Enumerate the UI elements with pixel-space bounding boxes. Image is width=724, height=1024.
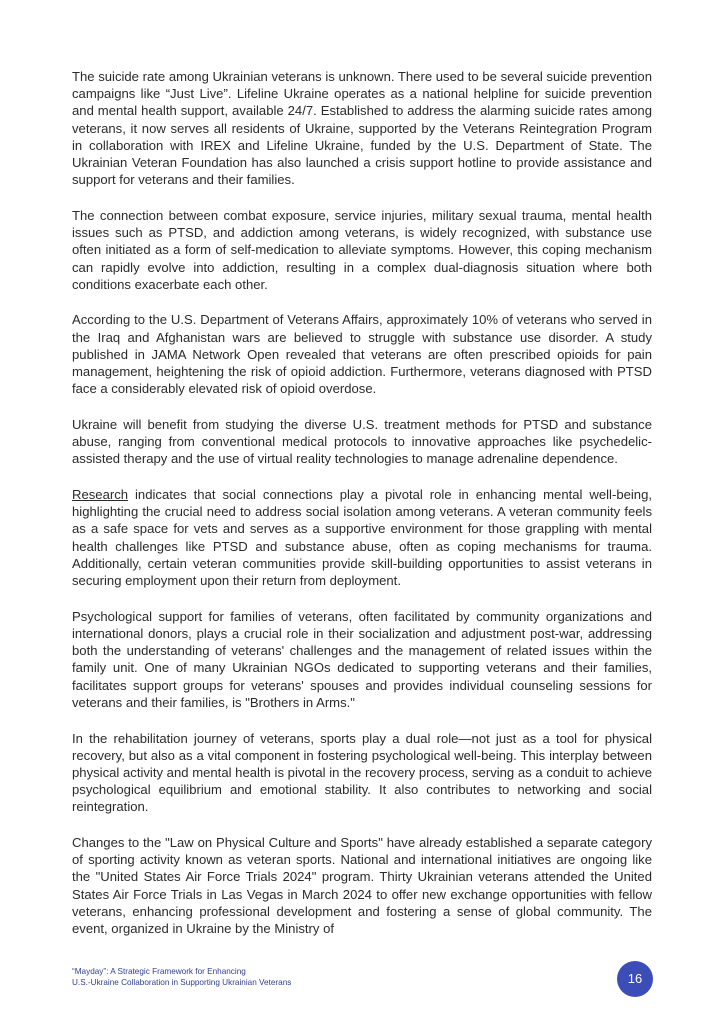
paragraph-treatment-methods: Ukraine will benefit from studying the diverse U.S. treatment methods for PTSD and substance abuse, ranging from conventional medical protocols to innovative approaches like psychedelic-assisted therapy and the use of virtual reality technologies to manage adrenaline dependence. xyxy=(72,416,652,467)
paragraph-veteran-sports-law: Changes to the "Law on Physical Culture and Sports" have already established a separate category of sporting activity known as veteran sports. National and international initiatives are ongoing like the "United States Air Force Trials 2024" program. Thirty Ukrainian veterans attended the United States Air Force Trials in Las Vegas in March 2024 to offer new exchange opportunities with fellow veterans, enhancing professional development and fostering a sense of global community. The event, organized in Ukraine by the Ministry of xyxy=(72,835,652,937)
research-link[interactable]: Research xyxy=(72,487,129,503)
paragraph-social-connections-text: indicates that social connections play a pivotal role in enhancing mental well-being, highlighting the crucial need to address social isolation among veterans. A veteran community feels as a safe space for vets and serves as a supportive environment for those grappling with mental health challenges like PTSD and substance abuse, often as coping mechanisms for trauma. Additionally, certain veteran communities provide skill-building opportunities to assist veterans in securing employment upon their return from deployment. xyxy=(72,487,652,589)
paragraph-combat-addiction: The connection between combat exposure, service injuries, military sexual trauma, mental health issues such as PTSD, and addiction among veterans, is widely recognized, with substance use often initiated as a form of self-medication to alleviate symptoms. However, this coping mechanism can rapidly evolve into addiction, resulting in a complex dual-diagnosis situation where both conditions exacerbate each other. xyxy=(72,207,652,292)
paragraph-sports-rehabilitation: In the rehabilitation journey of veterans, sports play a dual role—not just as a tool for physical recovery, but also as a vital component in fostering psychological well-being. This interplay between physical activity and mental health is pivotal in the recovery process, serving as a conduit to achieve psychological equilibrium and emotional stability. It also contributes to networking and social reintegration. xyxy=(72,730,652,815)
paragraph-va-statistics: According to the U.S. Department of Veterans Affairs, approximately 10% of veterans who served in the Iraq and Afghanistan wars are believed to struggle with substance use disorder. A study published in JAMA Network Open revealed that veterans are often prescribed opioids for pain management, heightening the risk of opioid addiction. Furthermore, veterans diagnosed with PTSD face a considerably elevated risk of opioid overdose. xyxy=(72,312,652,397)
document-body xyxy=(72,68,652,956)
footer xyxy=(72,966,532,988)
paragraph-social-connections xyxy=(72,486,652,589)
paragraph-family-support: Psychological support for families of veterans, often facilitated by community organizations and international donors, plays a crucial role in their socialization and adjustment post-war, addressing both the understanding of veterans' challenges and the management of related issues within the family unit. One of many Ukrainian NGOs dedicated to supporting veterans and their families, facilitates support groups for veterans' spouses and provides individual counseling sessions for veterans and their families, is "Brothers in Arms." xyxy=(72,608,652,710)
footer-title-line-1: “Mayday”: A Strategic Framework for Enhancing xyxy=(72,967,246,976)
footer-title-line-2: U.S.-Ukraine Collaboration in Supporting Ukrainian Veterans xyxy=(72,978,292,987)
page-number-badge: 16 xyxy=(617,961,653,997)
paragraph-suicide-rate: The suicide rate among Ukrainian veterans is unknown. There used to be several suicide prevention campaigns like “Just Live”. Lifeline Ukraine operates as a national helpline for suicide prevention and mental health support, available 24/7. Established to address the alarming suicide rates among veterans, it now serves all residents of Ukraine, supported by the Veterans Reintegration Program in collaboration with IREX and Lifeline Ukraine, funded by the U.S. Department of State. The Ukrainian Veteran Foundation has also launched a crisis support hotline to provide assistance and support for veterans and their families. xyxy=(72,69,652,188)
